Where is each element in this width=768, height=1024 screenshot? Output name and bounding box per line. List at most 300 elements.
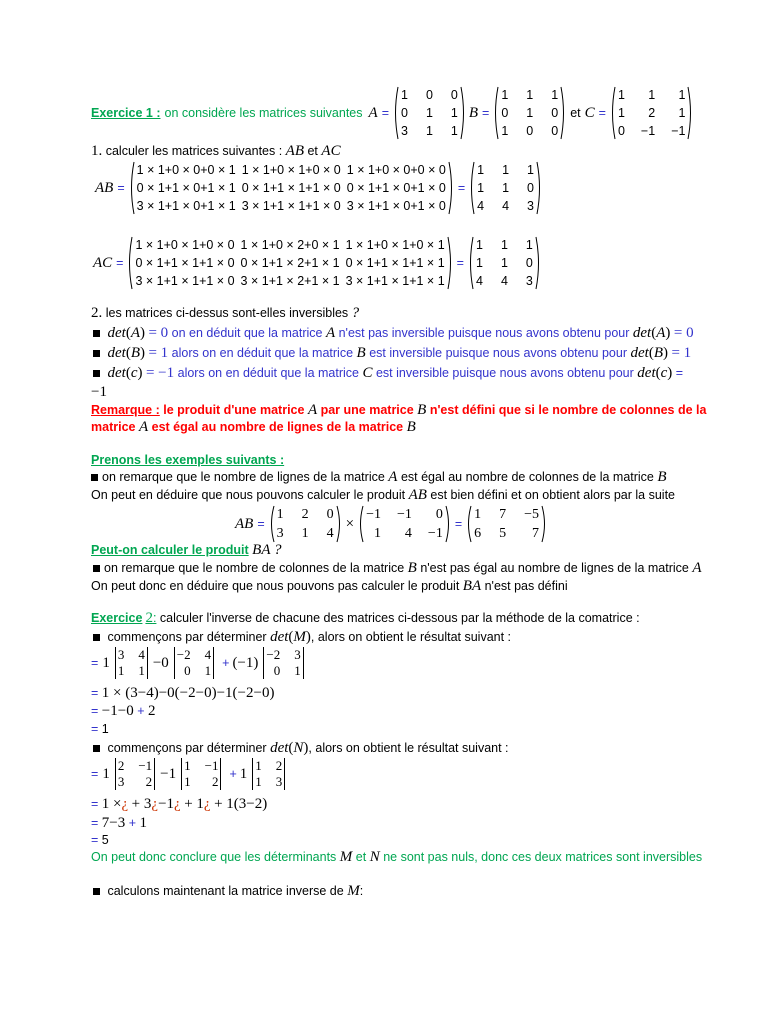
det-b-rhs: det [630, 345, 649, 361]
matrix-cell: 1 [401, 88, 408, 102]
matrix-cell: 1 [617, 88, 625, 102]
examples-l1-a: A [388, 469, 398, 485]
det-a-lhs: det [107, 325, 126, 341]
remark-label: Remarque : [91, 403, 160, 417]
det-n-line-3 [91, 815, 147, 832]
matrix-cell: 0 × 1+1 × 1+1 × 0 [241, 181, 341, 195]
matrix-cell: 1 [500, 256, 508, 270]
det-m-minor-2 [172, 647, 216, 679]
det-n-l4: 5 [101, 833, 109, 847]
matrix-cell: 0 × 1+1 × 1+1 × 1 [345, 256, 445, 270]
determinant-cell: 1 [255, 774, 262, 789]
det-n-l2-0: 1 × [101, 796, 122, 812]
right-paren [336, 505, 342, 543]
matrix-cell: 3 × 1+1 × 1+1 × 0 [135, 274, 235, 288]
det-m-coef-3: (−1) [232, 654, 259, 671]
conclusion-a: On peut donc conclure que les déterminants [91, 850, 337, 864]
matrix-cell: 1 × 1+0 × 1+0 × 0 [241, 163, 341, 177]
matrix-cell: −1 [671, 124, 686, 138]
right-paren [536, 161, 542, 215]
matrix-C-label: C [584, 104, 595, 121]
equals-sign: = [91, 686, 99, 700]
examples-line-2 [91, 487, 675, 504]
q2-mark: ? [351, 305, 360, 321]
ab-result-matrix [469, 161, 542, 215]
ex2-intro: calculer l'inverse de chacune des matrices ci-dessous par la méthode de la comatrice : [159, 611, 640, 625]
det-n-arg: N [293, 740, 304, 756]
inverse-m-colon: : [359, 884, 364, 898]
det-n-minor-2 [179, 758, 223, 790]
det-n-intro: commençons par déterminer det(N), alors on obtient le résultat suivant : [91, 740, 509, 757]
ba-question-ba: BA [252, 542, 271, 558]
right-paren [687, 86, 693, 140]
equals-sign: = [91, 722, 99, 736]
determinant-cell: −2 [266, 647, 281, 662]
matrix-cell: −1 [640, 124, 656, 138]
inverse-m-m: M [347, 883, 360, 899]
equals-sign: = [91, 704, 99, 718]
matrix-grid [275, 505, 336, 543]
determinant-cell: 2 [211, 774, 219, 789]
ac-expression-matrix [127, 236, 452, 290]
determinant-cell: 2 [145, 774, 153, 789]
examples-l3b: n'est pas égal au nombre de lignes de la matrice [420, 561, 689, 575]
equals-sign: = [91, 767, 99, 781]
conclusion-et: et [355, 850, 367, 864]
matrix-cell: 4 [502, 199, 510, 213]
ab-expression-matrix [129, 161, 454, 215]
det-b-req: = 1 [671, 345, 692, 361]
det-n-l2-7: ¿ [203, 796, 211, 812]
matrix-cell: 1 [301, 525, 309, 541]
matrix-cell: 1 [501, 124, 509, 138]
ba-question-mark: ? [273, 542, 282, 558]
det-m-l4: 1 [101, 722, 109, 736]
det-c-arg: c [130, 365, 138, 381]
remark-text-3: n'est défini que si le nombre de colonnes de la [429, 403, 707, 417]
matrix-cell: 1 [500, 238, 508, 252]
matrix-cell: 1 [678, 88, 686, 102]
matrix-cell: −5 [524, 506, 540, 522]
remark-line-1 [91, 402, 706, 419]
matrix-cell: 1 [617, 106, 625, 120]
ab-computation [95, 161, 542, 215]
matrix-grid [135, 161, 448, 215]
right-paren [560, 86, 566, 140]
ex1-title: Exercice 1 : [91, 106, 161, 120]
det-m-l3plus: + [137, 704, 145, 718]
determinant-cell: 3 [275, 774, 283, 789]
examples-line-1 [91, 469, 667, 486]
ex2-colon: : [152, 611, 157, 625]
determinant-bar [284, 758, 285, 790]
matrix-cell: 0 [425, 88, 433, 102]
matrix-cell: 1 [527, 163, 534, 177]
det-b-text2: est inversible puisque nous avons obtenu pour [369, 346, 627, 360]
det-a-mat: A [325, 325, 336, 341]
bullet-square-icon [93, 565, 100, 572]
product-example [235, 505, 547, 543]
det-n-line-2 [91, 796, 267, 813]
matrix-grid [364, 505, 445, 543]
matrix-cell: 1 [501, 88, 509, 102]
matrix-cell: 1 [526, 88, 534, 102]
matrix-cell: 3 × 1+1 × 2+1 × 1 [240, 274, 340, 288]
times-sign: × [345, 515, 355, 532]
det-b-lhs: det [107, 345, 126, 361]
matrix-m3 [466, 505, 547, 543]
matrix-cell: 3 × 1+1 × 1+1 × 1 [345, 274, 445, 288]
matrix-B [493, 86, 566, 140]
det-n-coef-2: −1 [160, 765, 177, 782]
det-m-coef-2: −0 [152, 654, 169, 671]
det-m-line-3 [91, 703, 156, 720]
det-c-req: = [675, 366, 684, 380]
determinant-cell: 3 [117, 647, 125, 662]
det-a-req: = 0 [673, 325, 694, 341]
matrix-cell: 3 [525, 274, 533, 288]
q2-number: 2. [91, 305, 103, 321]
matrix-grid [399, 86, 460, 140]
equals-sign: = [117, 181, 125, 195]
determinant-cell: 2 [117, 758, 125, 773]
bullet-square-icon [93, 634, 100, 641]
examples-l1a: on remarque que le nombre de lignes de la matrice [102, 470, 385, 484]
det-n-l2-6: + 1 [184, 796, 204, 812]
determinant-cell: 2 [275, 758, 283, 773]
equals-sign: = [457, 181, 466, 195]
bullet-square-icon [93, 330, 100, 337]
determinant-bar [154, 758, 155, 790]
det-a-paren-close: ) [139, 325, 145, 341]
matrix-cell: 3 × 1+1 × 1+1 × 0 [241, 199, 341, 213]
matrix-cell: 1 [551, 88, 559, 102]
det-n-minor-1 [113, 758, 157, 790]
right-paren [448, 161, 454, 215]
determinant-grid [118, 647, 145, 679]
examples-title: Prenons les exemples suivants : [91, 453, 285, 467]
ac-computation [93, 236, 541, 290]
matrix-cell: 3 [276, 525, 284, 541]
matrix-cell: 7 [532, 525, 540, 541]
equals-sign: = [454, 517, 463, 531]
ac-label: AC [93, 254, 113, 271]
det-c-line: det(c) = −1 alors on en déduit que la matrice C est inversible puisque nous avons obtenu pour det(c) = [91, 365, 683, 382]
matrix-cell: 1 [477, 163, 485, 177]
matrix-cell: 1 [450, 106, 458, 120]
ex1-question-2 [91, 305, 359, 322]
matrix-cell: 0 [527, 181, 534, 195]
matrix-cell: 1 [425, 124, 433, 138]
det-n-intro-a: commençons par déterminer [107, 741, 267, 755]
examples-l1b: est égal au nombre de colonnes de la matrice [400, 470, 654, 484]
matrix-cell: 0 [525, 256, 533, 270]
matrix-grid [133, 236, 446, 290]
det-a-arg: A [130, 325, 140, 341]
det-n-l2-2: + 3 [131, 796, 152, 812]
matrix-cell: −1 [397, 506, 412, 522]
det-m-plus: + [222, 656, 230, 670]
matrix-cell: 2 [648, 106, 656, 120]
equals-sign: = [482, 106, 490, 120]
matrix-cell: 0 [435, 506, 443, 522]
determinant-cell: 1 [184, 758, 191, 773]
ex2-title: Exercice [91, 611, 143, 625]
equals-sign: = [91, 797, 99, 811]
matrix-cell: 1 [475, 256, 483, 270]
matrix-cell: 3 × 1+1 × 0+1 × 1 [136, 199, 236, 213]
matrix-cell: 7 [499, 506, 507, 522]
det-a-eq: = 0 [148, 325, 169, 341]
ac-result-matrix [468, 236, 541, 290]
q1-text: calculer les matrices suivantes : [105, 144, 283, 158]
equals-sign: = [257, 517, 265, 531]
matrix-cell: 4 [326, 525, 334, 541]
remark-b2: B [406, 419, 416, 435]
determinant-cell: 0 [273, 663, 281, 678]
det-m-minor-3 [261, 647, 305, 679]
right-paren [447, 236, 453, 290]
matrix-cell: 0 × 1+1 × 0+1 × 1 [136, 181, 236, 195]
determinant-bar [220, 758, 221, 790]
det-a-text: on en déduit que la matrice [171, 326, 323, 340]
matrix-cell: 1 [502, 181, 510, 195]
ex1-intro: on considère les matrices suivantes [164, 106, 363, 120]
matrix-cell: 4 [500, 274, 508, 288]
determinant-grid [184, 758, 218, 790]
matrix-cell: 0 × 1+1 × 0+1 × 0 [346, 181, 446, 195]
det-b-line: det(B) = 1 alors on en déduit que la matrice B est inversible puisque nous avons obtenu pour det(B) = 1 [91, 345, 691, 362]
matrix-cell: 0 [501, 106, 509, 120]
remark-a2: A [138, 419, 149, 435]
det-c-text2: est inversible puisque nous avons obtenu pour [375, 366, 634, 380]
matrix-cell: 5 [499, 525, 507, 541]
determinant-cell: −1 [138, 758, 153, 773]
bullet-square-icon [93, 370, 100, 377]
matrix-grid [475, 161, 536, 215]
determinant-bar [147, 647, 148, 679]
matrix-grid [472, 505, 541, 543]
det-c-text: alors on en déduit que la matrice [177, 366, 359, 380]
remark-text-2: par une matrice [320, 403, 414, 417]
det-b-mat: B [356, 345, 366, 361]
matrix-A-label: A [368, 104, 378, 121]
determinant-cell: 3 [294, 647, 301, 662]
conclusion-b: ne sont pas nuls, donc ces deux matrices sont inversibles [383, 850, 703, 864]
matrix-cell: 0 [450, 88, 458, 102]
det-c-rarg: c [660, 365, 668, 381]
examples-l4-ba: BA [462, 578, 482, 594]
det-n-l3b: 1 [139, 815, 148, 831]
q1-et: et [307, 144, 318, 158]
ex1-header [91, 86, 693, 140]
det-m-coef-1: 1 [102, 654, 110, 671]
matrix-cell: 0 [326, 506, 334, 522]
q2-text: les matrices ci-dessus sont-elles inversibles [105, 306, 349, 320]
matrix-grid [474, 236, 535, 290]
bullet-square-icon [91, 474, 98, 481]
det-n-l2-1: ¿ [121, 796, 129, 812]
matrix-cell: 1 [525, 238, 533, 252]
matrix-grid [499, 86, 560, 140]
matrix-cell: 1 [374, 525, 382, 541]
matrix-m2 [358, 505, 451, 543]
det-m-minor-1 [113, 647, 150, 679]
det-n-det: det [270, 740, 289, 756]
examples-l3-b: B [407, 560, 417, 576]
det-a-rarg: A [656, 325, 666, 341]
right-paren [541, 505, 547, 543]
matrix-cell: 1 [678, 106, 686, 120]
inverse-m-line [91, 883, 363, 900]
examples-l4a: On peut donc en déduire que nous pouvons pas calculer le produit [91, 579, 460, 593]
determinant-grid [118, 758, 152, 790]
determinant-bar [303, 647, 304, 679]
q1-number: 1. [91, 143, 103, 159]
det-n-l2-8: + 1(3−2) [214, 796, 268, 812]
matrix-cell: 1 [477, 181, 485, 195]
matrix-cell: 2 [301, 506, 309, 522]
matrix-cell: 6 [474, 525, 482, 541]
conclusion-m: M [339, 849, 353, 865]
ex2-number: 2 [145, 610, 153, 626]
det-b-eq: = 1 [148, 345, 169, 361]
det-n-l2-5: ¿ [174, 796, 181, 812]
determinant-cell: 1 [255, 758, 262, 773]
det-n-l2-4: −1 [158, 796, 175, 812]
det-m-l2: 1 × (3−4)−0(−2−0)−1(−2−0) [101, 685, 275, 701]
determinant-cell: 4 [204, 647, 212, 662]
right-paren [535, 236, 541, 290]
det-n-l3plus: + [128, 816, 137, 830]
equals-sign: = [598, 106, 606, 120]
examples-l4b: n'est pas défini [484, 579, 568, 593]
remark-text-5: est égal au nombre de lignes de la matrice [151, 420, 404, 434]
et-word: et [570, 106, 581, 120]
det-m-l3b: 2 [148, 703, 156, 719]
q1-ab: AB [285, 143, 304, 159]
matrix-cell: 1 × 1+0 × 1+0 × 0 [135, 238, 235, 252]
matrix-cell: 1 [648, 88, 656, 102]
matrix-cell: 1 × 1+0 × 2+0 × 1 [240, 238, 340, 252]
equals-sign: = [456, 256, 464, 270]
determinant-bar [263, 647, 264, 679]
det-m-l3a: −1−0 [101, 703, 134, 719]
matrix-cell: 0 × 1+1 × 1+1 × 0 [135, 256, 235, 270]
examples-l2-ab: AB [408, 487, 427, 503]
determinant-bar [115, 647, 116, 679]
determinant-cell: 1 [117, 663, 125, 678]
determinant-cell: 1 [204, 663, 212, 678]
determinant-bar [181, 758, 182, 790]
det-a-paren: ( [125, 325, 131, 341]
bullet-square-icon [93, 888, 100, 895]
matrix-cell: 0 × 1+1 × 2+1 × 1 [240, 256, 340, 270]
examples-line-4 [91, 578, 568, 595]
examples-line-3 [91, 560, 702, 577]
examples-l1-b: B [657, 469, 667, 485]
bullet-square-icon [93, 350, 100, 357]
ab-label: AB [95, 179, 114, 196]
examples-l2a: On peut en déduire que nous pouvons calculer le produit [91, 488, 406, 502]
matrix-cell: 1 [425, 106, 433, 120]
determinant-cell: 3 [117, 774, 125, 789]
determinant-cell: −2 [176, 647, 191, 662]
det-m-expansion [91, 647, 309, 679]
det-n-line-4 [91, 832, 109, 849]
det-a-text2: n'est pas inversible puisque nous avons obtenu pour [338, 326, 630, 340]
matrix-cell: 4 [404, 525, 412, 541]
matrix-cell: 1 [502, 163, 510, 177]
determinant-cell: 0 [184, 663, 191, 678]
matrix-cell: 1 [475, 238, 483, 252]
ex1-question-1 [91, 143, 341, 160]
equals-sign: = [91, 816, 99, 830]
matrix-cell: 4 [477, 199, 485, 213]
matrix-cell: 4 [475, 274, 483, 288]
det-n-expansion [91, 758, 290, 790]
ex2-header [91, 610, 640, 627]
equals-sign: = [381, 106, 389, 120]
det-a-rhs: det [632, 325, 652, 341]
det-b-rarg: B [653, 345, 663, 361]
matrix-cell: 1 [474, 506, 482, 522]
matrix-cell: 0 [551, 124, 559, 138]
determinant-cell: 4 [138, 647, 145, 662]
q1-ac: AC [321, 143, 341, 159]
det-n-l3a: 7−3 [101, 815, 126, 831]
det-m-intro: commençons par déterminer det(M), alors on obtient le résultat suivant : [91, 629, 511, 646]
det-n-intro-b: , alors on obtient le résultat suivant : [308, 741, 509, 755]
examples-l3a: on remarque que le nombre de colonnes de la matrice [104, 561, 405, 575]
remark-text-4: matrice [91, 420, 136, 434]
matrix-cell: 0 [401, 106, 408, 120]
det-m-det: det [270, 629, 289, 645]
equals-sign: = [91, 656, 99, 670]
determinant-bar [252, 758, 253, 790]
matrix-C [610, 86, 693, 140]
conclusion-n: N [369, 849, 380, 865]
equals-sign: = [116, 256, 124, 270]
matrix-cell: 3 [401, 124, 408, 138]
determinant-bar [213, 647, 214, 679]
ba-question [91, 542, 281, 559]
determinant-grid [177, 647, 211, 679]
remark-line-2 [91, 419, 416, 436]
matrix-cell: 3 × 1+1 × 0+1 × 0 [346, 199, 446, 213]
determinant-grid [255, 758, 282, 790]
determinant-cell: 1 [138, 663, 145, 678]
matrix-m1 [269, 505, 342, 543]
equals-sign: = [91, 833, 99, 847]
remark-b: B [417, 402, 427, 418]
product-ab-label: AB [235, 515, 254, 532]
inverse-m-text: calculons maintenant la matrice inverse de [107, 884, 344, 898]
det-c-mat: C [362, 365, 373, 381]
matrix-cell: 0 [526, 124, 534, 138]
determinant-cell: 1 [294, 663, 301, 678]
matrix-cell: −1 [427, 525, 443, 541]
det-m-line-2 [91, 685, 274, 702]
det-m-arg: M [293, 629, 306, 645]
matrix-cell: 1 [276, 506, 284, 522]
det-n-plus: + [229, 767, 237, 781]
det-n-l2-3: ¿ [151, 796, 159, 812]
det-c-rhs: det [637, 365, 656, 381]
examples-l2b: est bien défini et on obtient alors par la suite [430, 488, 676, 502]
determinant-grid [266, 647, 300, 679]
det-n-coef-3: 1 [239, 765, 248, 782]
